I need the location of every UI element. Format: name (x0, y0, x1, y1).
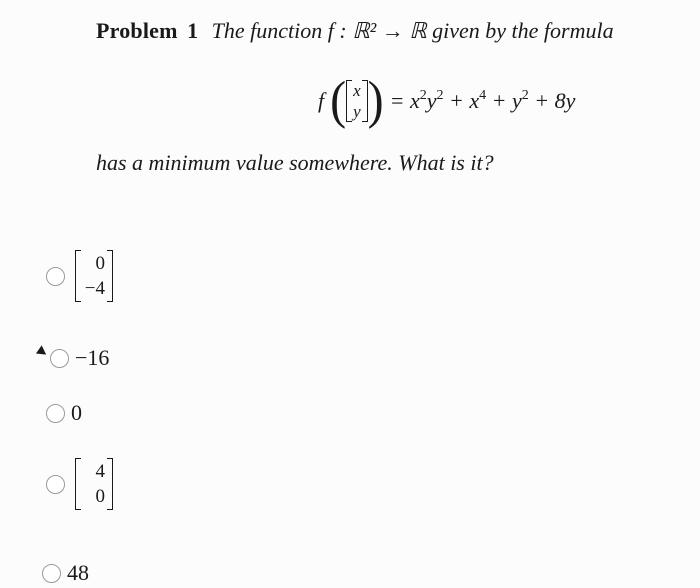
formula-vector (346, 80, 368, 122)
problem-statement (96, 18, 614, 44)
rhs-term: + 8y (528, 88, 576, 113)
question-text: has a minimum value somewhere. What is it? (96, 150, 494, 175)
rhs-term: + x (443, 88, 480, 113)
option-vector (75, 458, 113, 510)
radio-button[interactable] (50, 349, 69, 368)
rhs-exp: 2 (436, 88, 444, 103)
rhs-exp: 2 (521, 88, 529, 103)
option-neg16[interactable] (50, 345, 109, 371)
formula (318, 70, 575, 132)
vector-entry: 0 (95, 253, 105, 274)
radio-button[interactable] (46, 404, 65, 423)
problem-text: The function f : ℝ² → ℝ given by the formula (211, 18, 614, 43)
rhs-term: y (426, 88, 437, 113)
formula-rhs (390, 88, 576, 114)
vector-entry: −4 (84, 278, 105, 299)
formula-right-paren: ) (367, 71, 384, 130)
option-vector (75, 250, 113, 302)
option-48[interactable] (42, 560, 89, 586)
mouse-cursor-icon (36, 345, 49, 358)
option-vector-0-neg4[interactable] (46, 250, 113, 302)
formula-left-paren: ( (330, 71, 347, 130)
option-0[interactable] (46, 400, 82, 426)
option-label: −16 (75, 345, 110, 370)
rhs-exp: 2 (419, 88, 427, 103)
formula-vector-y: y (353, 102, 361, 121)
option-label: 0 (71, 400, 82, 425)
problem-number: 1 (187, 18, 199, 43)
rhs-term: + y (486, 88, 522, 113)
problem-label: Problem (96, 18, 178, 43)
radio-button[interactable] (46, 475, 65, 494)
radio-button[interactable] (42, 564, 61, 583)
vector-entry: 0 (95, 486, 105, 507)
radio-button[interactable] (46, 267, 65, 286)
option-vector-4-0[interactable] (46, 458, 113, 510)
formula-function: f (318, 88, 325, 113)
rhs-term: = x (389, 88, 420, 113)
vector-entry: 4 (95, 461, 105, 482)
rhs-exp: 4 (479, 88, 487, 103)
option-label: 48 (67, 560, 89, 585)
formula-vector-x: x (353, 81, 361, 100)
